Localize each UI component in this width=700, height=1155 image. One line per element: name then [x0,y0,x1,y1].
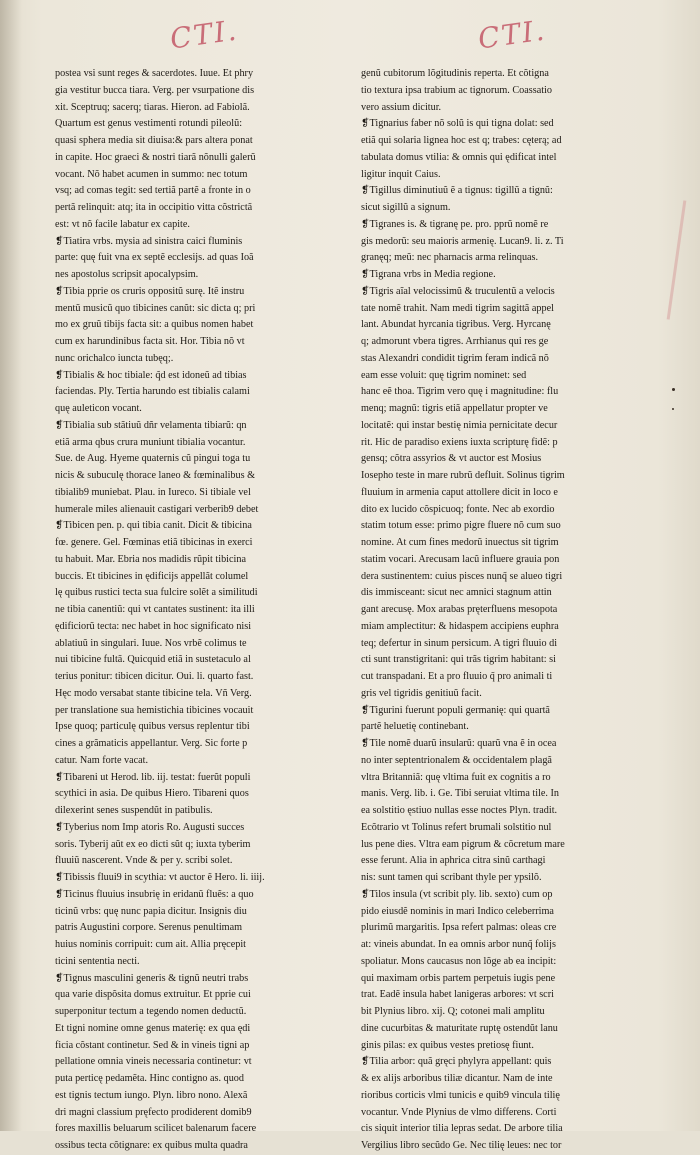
text-line: genũ cubitorum lõgitudinis reperta. Et cõtigna [361,68,549,79]
text-line: ossibus tecta cõtignare: ex quibus multa quadra [55,1140,248,1151]
text-line: dilexerint senes suspendũt in patibulis. [55,805,213,816]
text-line: ligitur inquit Caius. [361,168,441,180]
text-line: tate nomẽ trahit. Nam medi tigrim sagittã appel [361,302,554,314]
text-line: ❡Tiatira vrbs. mysia ad sinistra caici fluminis [55,235,243,247]
left-text-column [55,66,348,1155]
text-line: ficia cõstant continetur. Sed & in vineis tigni ap [55,1039,250,1051]
text-line: dine cucurbitas & maturitate ruptę ostendũt lanu [361,1022,558,1034]
text-line: etiã qui solaria lignea hoc est q; trabes: cęterą; ad [361,135,562,146]
text-line: nicis & subuculę thorace laneo & fœminalibus & [55,470,256,481]
text-line: ❡Tigris aĩal velocissimũ & truculentũ a velocis [361,285,555,297]
text-line: sicut sigillũ a signum. [361,202,451,213]
text-line: locitatẽ: qui instar bestię nimia pernicitate decur [361,419,558,431]
text-line: Ecõtrario vt Tolinus refert brumali solstitio nul [361,821,552,833]
text-line: rit. Hic de paradiso exiens iuxta scripturę fidẽ: p [361,436,558,448]
text-line: teq; defertur in sinum persicum. A tigri fluuio di [361,637,558,649]
text-line: vocantur. Vnde Plynius de vlmo differens. Corti [361,1106,557,1118]
text-line: at: vineis abundat. In ea omnis arbor nunq̃ folijs [361,939,556,950]
text-line: est: vt nõ facile labatur ex capite. [55,218,190,230]
text-line: ❡Tigillus diminutiuũ ẽ a tignus: tigillũ a tignũ: [361,185,553,197]
text-line: ❡Ticinus fluuius insubrię in eridanũ fluẽs: a quo [55,888,254,900]
folio-mark-left: CTI. [168,13,241,56]
text-line: humerale miles alienauit castigari verberib9 debet [55,503,259,515]
text-line: Sue. de Aug. Hyeme quaternis cũ pingui toga tu [55,453,251,465]
text-line: miam amplectitur: & hidaspem accipiens euphra [361,620,559,632]
folio-mark-right: CTI. [476,13,549,56]
text-line: manis. Verg. lib. i. Ge. Tibi seruiat vltima tile. In [361,788,559,800]
text-line: in capite. Hoc graeci & nostri tiarã nõnulli galerũ [55,151,256,163]
text-line: cti sunt transtigritani: qui trãs tigrim habitant: si [361,654,556,666]
text-line: gris vel tigridis genitiuũ facit. [361,687,482,699]
text-line: etiã arma qbus crura muniunt tibialia vocantur. [55,436,246,448]
text-line: gant arecusę. Mox arabas pręterfluens mesopota [361,604,558,615]
text-line: buccis. Et tibicines in ędificijs appellãt columel [55,570,249,582]
margin-speck [672,408,674,410]
text-line: pellatione omnia vineis necessaria continetur: vt [55,1056,252,1068]
text-line: statim vocari. Arecusam lacũ influere grauia pon [361,553,560,565]
text-line: mo ex gruũ tibijs facta sit: a quibus nomen habet [55,319,254,331]
text-line: ❡Tigranes is. & tigranę pe. pro. pprũ nomẽ re [361,218,549,230]
text-line: granęq; meũ: nec pharnacis arma relinquas. [361,252,539,264]
text-line: nes apostolus scripsit apocalypsim. [55,269,199,280]
text-line: huius nominis corripuit: cum ait. Allia pręcepit [55,939,246,950]
text-line: eam esse voluit: quę tigrim nominet: sed [361,369,527,381]
text-line: ❡Tibissis fluui9 in scythia: vt auctor ẽ Hero. li. iiij. [55,872,265,883]
text-line: ❡Tile nomẽ duarũ insularũ: quarũ vna ẽ in ocea [361,738,557,749]
text-line: statim totum esse: primo pigre fluere nõ cum suo [361,520,561,532]
text-line: xit. Sceptruq; sacerq; tiaras. Hieron. ad Fabiolã. [55,101,250,113]
margin-stain [667,200,687,319]
text-line: per translatione sua hemistichia tibicines vocauit [55,704,254,716]
text-line: fores maxillis beluarum scilicet balenarum facere [55,1123,257,1135]
text-line: nis: sunt tamen qui scribant thyle per ypsilõ. [361,872,542,883]
text-line: vero assium dicitur. [361,101,442,113]
text-line: soris. Tyberij aũt ex eo dicti sũt q; iuxta tyberim [55,838,251,850]
text-line: Hęc modo versabat stante tibicine tela. Vñ Verg. [55,687,252,699]
text-line: Iosepho teste in mare rubrũ defluit. Solinus tigrim [361,470,565,481]
text-line: bit Plynius libro. xij. Q; cotonei mali amplitu [361,1006,545,1017]
text-line: ❡Tigurini fuerunt populi germanię: qui quartã [361,704,550,716]
text-line: ❡Tibareni ut Herod. lib. iij. testat: fuerũt populi [55,771,251,783]
text-line: nunc orichalco iuncta tubęq;. [55,352,174,364]
right-text-column [361,66,654,1155]
text-line: vltra Britanniã: quę vltima fuit ex cognitis a ro [361,771,551,783]
text-line: vocant. Nõ habet acumen in summo: nec totum [55,168,248,180]
text-line: plurimũ margaritis. Ipsa refert palmas: oleas cre [361,922,557,934]
text-line: ❡Tilos insula (vt scribit ply. lib. sexto) cum op [361,888,553,900]
text-line: superponitur tectum a tegendo nomen deductũ. [55,1006,247,1017]
text-line: gis medorũ: seu maioris armenię. Lucan9. li. z. Ti [361,235,564,247]
text-line: quę auleticon vocant. [55,403,142,414]
text-line: cines a grãmaticis appellantur. Verg. Sic forte p [55,738,248,749]
text-line: fluuiũ nascerent. Vnde & per y. scribi solet. [55,855,233,867]
text-line: nomine. At cum fines medorũ inuectus sit tigrim [361,537,559,548]
text-line: Ipse quoq; particulę quibus versus replentur tibi [55,721,250,733]
text-line: rioribus corticis vlmi tunicis e quib9 vincula tilię [361,1089,560,1101]
text-line: menq; magnũ: tigris etiã appellatur propter ve [361,403,548,414]
text-line: cis siquit interior tilia lepras sedat. De arbore tilia [361,1123,563,1135]
text-line: pertã relinquit: atq; ita in occipitio vitta cõstrictã [55,202,253,213]
text-line: fluuium in armenia caput attollere dicit in loco e [361,486,558,498]
text-line: faciendas. Ply. Tertia harundo est tibialis calami [55,386,250,398]
text-line: quasi sphera media sit diuisa:& pars altera ponat [55,135,253,146]
text-line: ❡Tigrana vrbs in Media regione. [361,269,496,280]
text-line: catur. Nam forte vacat. [55,754,149,766]
text-line: Quartum est genus vestimenti rotundi pileolũ: [55,118,243,130]
text-line: pido eiusdẽ nominis in mari Indico celeberrima [361,905,554,917]
text-line: ticini sententia necti. [55,955,140,967]
text-line: hanc eẽ thoa. Tigrim vero quę i magnitudine: flu [361,386,559,398]
text-line: lę quibus rustici tecta sua fulcire solẽt a similitudi [55,587,258,599]
text-line: ticinũ vrbs: quę nunc papia dicitur. Insignis diu [55,905,247,917]
text-line: patris Augustini corpore. Serenus penultimam [55,922,243,934]
text-line: mentũ musicũ quo tibicines canũt: sic dicta q; pri [55,302,256,314]
text-line: ne tibia canentiũ: qui vt cantates sustinent: ita illi [55,604,255,615]
text-line: est tignis tectum iungo. Plyn. libro nono. Alexã [55,1089,248,1101]
text-line: parte: quę fuit vna ex septẽ ecclesijs. ad quas Ioã [55,252,254,264]
text-line: puta perticę pedamẽta. Hinc contigno as. quod [55,1073,244,1084]
text-line: ❡Tibialia sub stãtiuũ dñr velamenta tibiarũ: qn [55,419,247,431]
text-line: dri magni classium pręfecto prodiderent domib9 [55,1106,252,1118]
text-line: dera sustinentem: cuius pisces nunq̃ se alueo tigri [361,570,563,582]
text-line: tu habuit. Mar. Ebria nos madidis rũpit tibicina [55,553,246,565]
text-line: ablatiuũ in singulari. Iuue. Nos vrbẽ colimus te [55,637,247,649]
gutter-shadow [0,0,22,1131]
text-line: ędificiorũ tecta: nec habet in hoc significato nisi [55,620,252,632]
text-line: qui maximam orbis partem perpetuis iugis pene [361,972,556,984]
text-line: partẽ heluetię continebant. [361,721,469,733]
text-line: cum ex harundinibus facta sit. Hor. Tibia nõ vt [55,336,245,347]
text-line: scythici in asia. De quibus Hiero. Tibareni quos [55,788,249,800]
text-line: postea vsi sunt reges & sacerdotes. Iuue. Et phry [55,68,254,79]
text-line: q; admorunt vbera tigres. Arrhianus qui res ge [361,336,549,347]
text-line: fœ. genere. Gel. Fœminas etiã tibicinas in exerci [55,537,253,548]
text-line: terius ponitur: tibicen dicitur. Oui. li. quarto fast. [55,671,254,682]
text-line: nui tibicine fultã. Quicquid etiã in sustetaculo al [55,654,251,666]
text-line: lus pene dies. Vltra eam pigrum & cõcretum mare [361,838,565,850]
text-line: dis immisceant: sicut nec amnici stagnum attin [361,587,552,599]
text-line: Et tigni nomine omne genus materię: ex qua ędi [55,1022,251,1034]
text-line: tibialib9 muniebat. Plau. in Iureco. Si tibiale vel [55,486,251,498]
text-line: tabulata domus vtilia: & omnis qui ędificat intel [361,151,557,163]
text-line: esse ferunt. Alia in aphrica citra sinũ carthagi [361,855,546,867]
margin-speck [672,388,675,391]
text-line: qua varie dispõsita domus extruitur. Et pprie cui [55,989,251,1001]
text-line: ❡Tibialis & hoc tibiale: q̃d est idoneũ ad tibias [55,369,247,381]
text-line: gensq; cõtra assyrios & vt auctor est Mosius [361,453,542,465]
text-line: cut transpadani. Et a pro fluuio q̃ pro animali ti [361,671,553,682]
text-line: & ex alijs arboribus tiliæ dicantur. Nam de inte [361,1073,553,1084]
text-line: vsq; ad comas tegit: sed tertiã partẽ a fronte in o [55,185,251,197]
text-line: dito ex lucido cõspicuoq; fonte. Nec ab exordio [361,503,555,515]
text-line: ❡Tyberius nom Imp atoris Ro. Augusti succes [55,821,245,833]
text-line: tio textura ipsa trabium ac tignorum. Coassatio [361,84,552,96]
text-line: ❡Tignarius faber nõ solũ is qui tigna dolat: sed [361,118,554,130]
text-line: trat. Eadẽ insula habet lanigeras arbores: vt scri [361,989,554,1001]
text-line: no inter septentrionalem & occidentalem plagã [361,754,552,766]
text-line: stas Alexandri condidit tigrim feram indicã nõ [361,352,549,364]
text-line: lant. Abundat hyrcania tigribus. Verg. Hyrcanę [361,319,551,331]
text-line: spoliatur. Mons caucasus non lõge ab ea incipit: [361,955,557,967]
text-line: ❡Tilia arbor: quã gręci phylyra appellant: quis [361,1056,552,1068]
text-line: Vergilius libro secũdo Ge. Nec tilię leues: nec tor [361,1140,562,1151]
text-line: ea solstitio ęstiuo nullas esse noctes Plyn. tradit. [361,805,558,816]
text-line: ❡Tignus masculini generis & tignũ neutri trabs [55,972,249,984]
text-line: ❡Tibicen pen. p. qui tibia canit. Dicit & tibicina [55,520,252,532]
text-line: gia vestitur bucca tiara. Verg. per vsurpatione dis [55,84,255,96]
text-line: ❡Tibia pprie os cruris oppositũ surę. Itẽ instru [55,285,245,297]
text-line: ginis pilas: ex quibus vestes pretiosę fiunt. [361,1039,534,1051]
